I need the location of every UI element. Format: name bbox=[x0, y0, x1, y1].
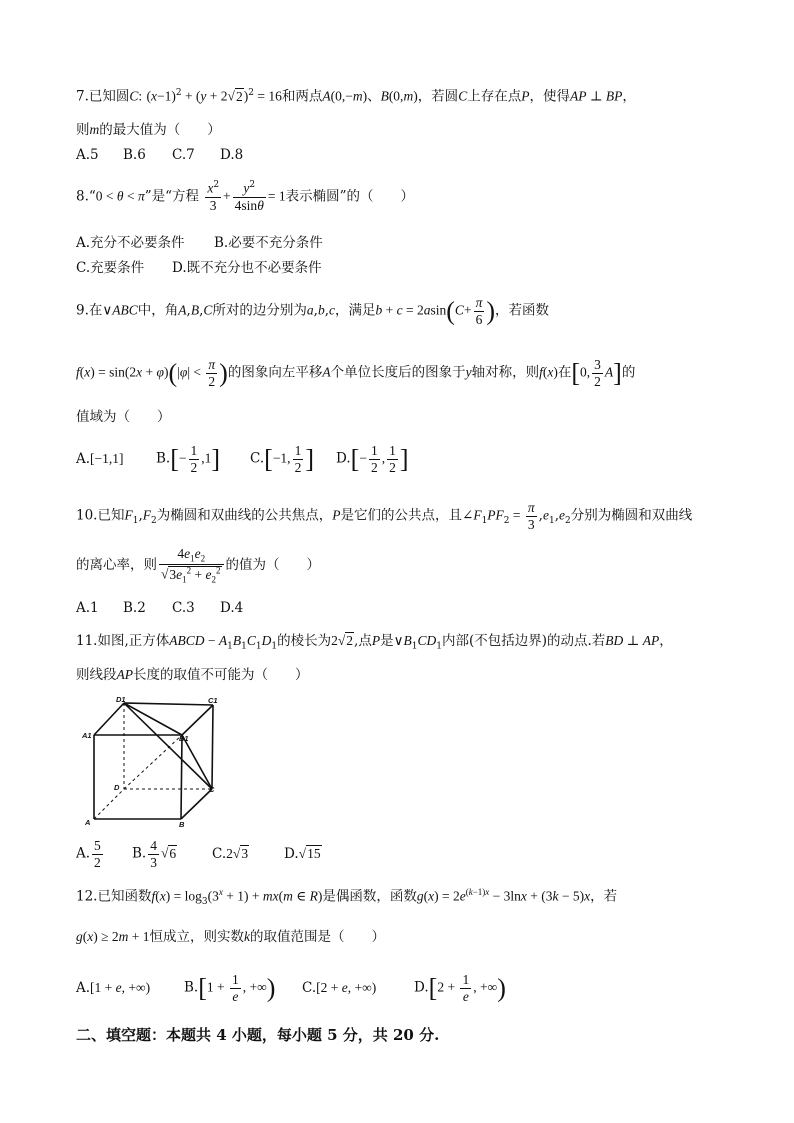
q12-options bbox=[76, 972, 506, 1004]
q11-option-d: D.√15 bbox=[284, 845, 321, 862]
label-d: D bbox=[114, 783, 120, 792]
q11-option-a: A. $\frac{5}{2}$ bbox=[76, 838, 101, 870]
q7-text-b: 和两点 bbox=[281, 88, 323, 105]
q9-option-b: B.[− $\frac{1}{2}$ ,1] bbox=[156, 443, 221, 475]
q8-options-row2 bbox=[76, 260, 322, 276]
q9-stem-line2: f(x) = sin(2x + φ)(|φ| < $\frac{\pi}{2}$ )的图象向左平移A个单位长度后的图象于y轴对称，则f(x)在[0, $\frac{3}{2}$ A]的 bbox=[76, 357, 636, 389]
label-a1: A1 bbox=[82, 731, 92, 740]
q10-option-c: C.3 bbox=[172, 600, 195, 616]
q7-text-c: ，若圆 bbox=[417, 88, 459, 105]
q10-stem-line1: 10.已知$F_1,F_2$为椭圆和双曲线的公共焦点，P是它们的公共点，且$\angle F_1PF_2$ = $\frac{\pi}{3}$ $,e_1,e_2$分别为椭圆和双曲线 bbox=[76, 500, 693, 532]
q8-option-d: D.既不充分也不必要条件 bbox=[172, 260, 322, 276]
q10-option-d: D.4 bbox=[220, 600, 244, 616]
q9-stem-line3: 值域为（ ） bbox=[76, 409, 171, 425]
q7-stem-line1: 7.已知圆C: $(x-1)^2 + (y + 2√2)^2 = 16$和两点A(0,−m)、B(0,m)，若圆C上存在点P，使得AP ⊥ BP， bbox=[76, 88, 636, 105]
q7-text-d: 上存在点 bbox=[467, 88, 522, 105]
cube-figure bbox=[80, 693, 220, 828]
q10-stem-line2: 的离心率，则 $\frac{4e_1e_2}{√3e_1^2 + e_2^2}$ 的值为（ ） bbox=[76, 546, 321, 585]
q12-stem-line1: 12.已知函数$f(x) = \log_3(3^x + 1) + mx(m$ ∈ R)是偶函数，函数$g(x) = 2e^{(k-1)x} - 3\ln x + (3k - 5)x$，若 bbox=[76, 887, 618, 908]
label-d1: D1 bbox=[116, 695, 126, 704]
q11-option-c: C.2√3 bbox=[212, 845, 249, 862]
q11-options bbox=[76, 838, 322, 870]
q11-stem-line2: 则线段AP长度的取值不可能为（ ） bbox=[76, 667, 309, 683]
label-b1: B1 bbox=[179, 734, 189, 743]
q8-option-c: C.充要条件 bbox=[76, 260, 145, 276]
q7-option-b: B.6 bbox=[123, 147, 146, 163]
q7-option-a: A.5 bbox=[76, 147, 99, 163]
q12-option-c: C.[2 + e, +∞) bbox=[302, 979, 377, 996]
q8-stem: 8.“0 < θ < π”是“方程 $\frac{x^2}{3}$ + $\frac{y^2}{4\sin\theta}$ = 1表示椭圆”的（ ） bbox=[76, 180, 414, 214]
q7-stem-line2: 则m的最大值为（ ） bbox=[76, 122, 221, 138]
label-b: B bbox=[179, 820, 185, 828]
q11-stem-line1: 11.如图,正方体ABCD − $A_1B_1C_1D_1$的棱长为2√2,点P是$\vee B_1CD_1$内部(不包括边界)的动点.若BD ⊥ AP， bbox=[76, 633, 673, 652]
q7-text-e: ，使得 bbox=[529, 88, 570, 105]
q8-options-row1 bbox=[76, 235, 323, 251]
q10-option-a: A.1 bbox=[76, 600, 99, 616]
q7-option-c: C.7 bbox=[172, 147, 195, 163]
label-a: A bbox=[85, 818, 91, 827]
label-c: C bbox=[209, 785, 215, 794]
q9-option-d: D.[− $\frac{1}{2}$ , $\frac{1}{2}$ ] bbox=[336, 443, 409, 475]
q10-options bbox=[76, 600, 243, 616]
q12-option-d: D.[2 + $\frac{1}{e}$ , +∞) bbox=[414, 972, 506, 1004]
q9-stem-line1: 9.在∨ABC中，角A,B,C所对的边分别为a,b,c，满足b + c = 2asin(C+ $\frac{\pi}{6}$ )，若函数 bbox=[76, 295, 549, 327]
q8-option-a: A.充分不必要条件 bbox=[76, 235, 185, 251]
q8-option-b: B.必要不充分条件 bbox=[214, 235, 323, 251]
q10-option-b: B.2 bbox=[123, 600, 146, 616]
q11-option-b: B. $\frac{4}{3}$ √6 bbox=[132, 838, 177, 870]
q12-option-b: B.[1 + $\frac{1}{e}$ , +∞) bbox=[184, 972, 276, 1004]
q8-frac-x: $\frac{x^2}{3}$ bbox=[207, 180, 220, 214]
q7-number: 7. bbox=[76, 88, 89, 105]
q7-options bbox=[76, 147, 243, 163]
label-c1: C1 bbox=[208, 696, 218, 705]
q10-expression: $\frac{4e_1e_2}{√3e_1^2 + e_2^2}$ bbox=[159, 546, 224, 585]
q7-option-d: D.8 bbox=[220, 147, 244, 163]
q12-option-a: A.[1 + e, +∞) bbox=[76, 979, 151, 996]
q12-stem-line2: g(x) ≥ 2m + 1恒成立，则实数k的取值范围是（ ） bbox=[76, 929, 386, 945]
q7-circle-eq: C bbox=[129, 88, 139, 104]
q7-text-a: 已知圆 bbox=[88, 88, 130, 105]
q8-frac-y: $\frac{y^2}{4\sin\theta}$ bbox=[234, 180, 264, 214]
q9-option-a: A.[−1,1] bbox=[76, 450, 124, 467]
section-heading: 二、填空题：本题共 4 小题，每小题 5 分，共 20 分. bbox=[76, 1026, 440, 1044]
q9-options bbox=[76, 443, 408, 475]
q9-option-c: C.[−1, $\frac{1}{2}$ ] bbox=[250, 443, 314, 475]
